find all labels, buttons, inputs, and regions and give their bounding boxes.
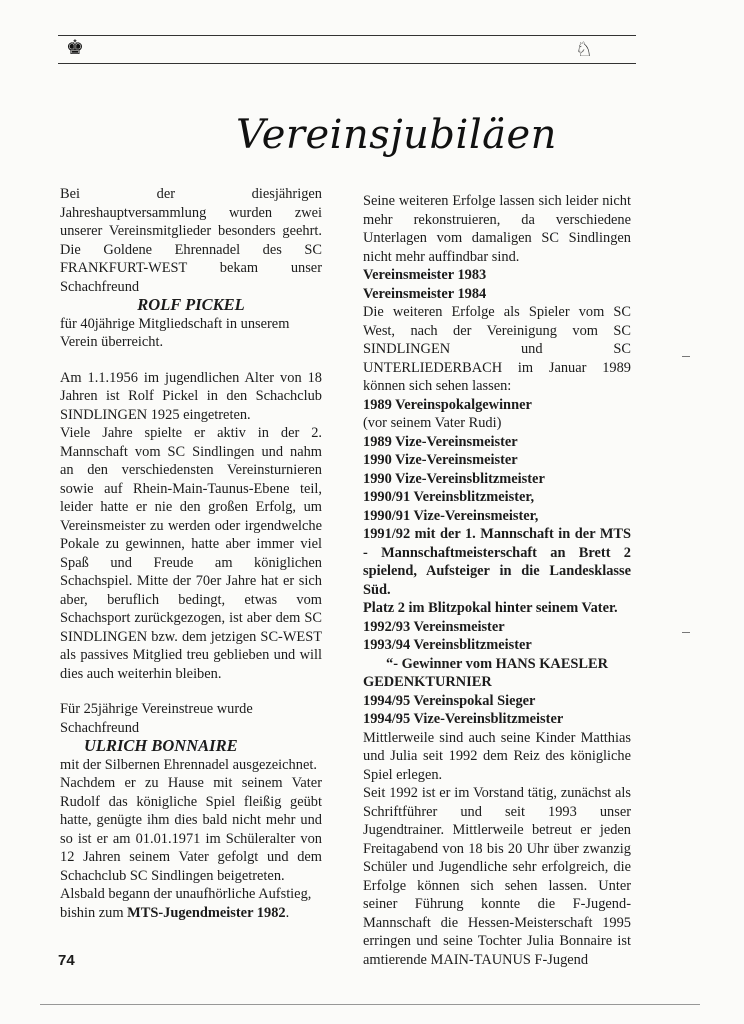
achievement-item: 1990 Vize-Vereinsblitzmeister: [363, 470, 545, 487]
achievement-note: (vor seinem Vater Rudi): [363, 415, 502, 431]
achievement-item: 1990/91 Vize-Vereinsmeister,: [363, 507, 539, 524]
chess-king-icon: ♚: [66, 37, 84, 59]
after-merge-paragraph: Die weiteren Erfolge als Spieler vom SC West, nach der Vereinigung vom SC SINDLINGEN und SC UNTERLIEDERBACH im Januar 1989 können sich sehen lassen:: [363, 304, 631, 394]
honoree-bonnaire-intro: Für 25jährige Vereinstreue wurde Schachfreund: [60, 701, 253, 736]
footer-rule: [40, 1004, 700, 1005]
achievement-item: 1993/94 Vereinsblitzmeister: [363, 637, 532, 653]
achievement-item: Platz 2 im Blitzpokal hinter seinem Vater.: [363, 600, 618, 616]
header-rule-top: [58, 35, 636, 36]
chess-knight-icon: ♘: [575, 39, 593, 61]
achievement-item: 1989 Vereinspokalgewinner: [363, 396, 532, 413]
right-intro: Seine weiteren Erfolge lassen sich leider nicht mehr rekonstruieren, da verschiedene Unterlagen vom damaligen SC Sindlingen nicht mehr auffindbar sind.: [363, 193, 631, 265]
achievement-1983: Vereinsmeister 1983: [363, 267, 487, 283]
page-title: Vereinsjubiläen: [236, 112, 557, 158]
rolf-paragraph-1: Am 1.1.1956 im jugendlichen Alter von 18 Jahren ist Rolf Pickel in den Schachclub SINDLINGEN 1925 eingetreten.: [60, 369, 322, 423]
achievement-item: 1989 Vize-Vereinsmeister: [363, 433, 518, 450]
honoree-rolf-text: für 40jährige Mitgliedschaft in unserem Verein überreicht.: [60, 315, 290, 350]
scan-mark: [682, 356, 690, 357]
honoree-name-rolf: ROLF PICKEL: [137, 295, 245, 314]
left-column: [60, 185, 322, 922]
rolf-paragraph-2: Viele Jahre spielte er aktiv in der 2. Mannschaft vom SC Sindlingen und nahm an den verschiedensten Vereinsturnieren sowie auf Rhein-Main-Taunus-Ebene teil, leider hatte er nie den großen Erfolg, um Vereinsmeister zu werden oder irgendwelche Pokale zu gewinnen, hatte aber immer viel Spaß und Freude am königlichen Schachspiel. Mitte der 70er Jahre hat er sich aber, beruflich bedingt, etwas vom Schachsport zurückgezogen, ist aber dem SC SINDLINGEN bzw. dem jetzigen SC-WEST als passives Mitglied treu geblieben und will dies auch weiterhin bleiben.: [60, 425, 322, 682]
children-paragraph: Mittlerweile sind auch seine Kinder Matthias und Julia seit 1992 dem Reiz des königliche Spiel erlegen.: [363, 729, 631, 783]
right-column: [363, 192, 631, 969]
board-paragraph: Seit 1992 ist er im Vorstand tätig, zunächst als Schriftführer und seit 1993 unser Jugendtrainer. Mittlerweile betreut er jeden Freitagabend von 18 bis 20 Uhr über zwanzig Schüler und Jugendliche sehr erfolgreich, die Erfolge können sich sehen lassen. Unter seiner Führung konnte die F-Jugend-Mannschaft die Hessen-Meisterschaft 1995 erringen und seine Tochter Julia Bonnaire ist amtierende MAIN-TAUNUS F-Jugend: [363, 785, 631, 968]
achievement-item: GEDENKTURNIER: [363, 674, 492, 690]
bonnaire-paragraph-2-end: .: [285, 904, 290, 921]
achievement-item: 1994/95 Vize-Vereinsblitzmeister: [363, 711, 564, 727]
bonnaire-paragraph-1: Nachdem er zu Hause mit seinem Vater Rudolf das königliche Spiel fleißig geübt hatte, genügte ihm dies bald nicht mehr und so ist er am 01.01.1971 im Schüleralter von 12 Jahren seinem Vater gefolgt und dem Schachclub SC Sindlingen beigetreten.: [60, 775, 322, 884]
honoree-bonnaire-text: mit der Silbernen Ehrennadel ausgezeichnet.: [60, 756, 317, 773]
achievement-1984: Vereinsmeister 1984: [363, 285, 487, 302]
achievement-item: “- Gewinner vom HANS KAESLER: [386, 655, 609, 672]
achievement-item: 1991/92 mit der 1. Mannschaft in der MTS - Mannschaftmeisterschaft an Brett 2 spielend, Aufsteiger in die Landesklasse Süd.: [363, 526, 631, 598]
page-number: 74: [58, 952, 75, 969]
bonnaire-paragraph-2-text: Alsbald begann der unaufhörliche Aufstieg, bishin zum: [60, 886, 312, 921]
achievement-item: 1990/91 Vereinsblitzmeister,: [363, 489, 535, 505]
mts-youth-champion: MTS-Jugendmeister 1982: [127, 904, 286, 921]
bonnaire-paragraph-2: [60, 885, 322, 922]
achievement-item: 1990 Vize-Vereinsmeister: [363, 452, 518, 468]
header-rule-bottom: [58, 63, 636, 64]
achievement-item: 1994/95 Vereinspokal Sieger: [363, 692, 536, 709]
intro-paragraph: Bei der diesjährigen Jahreshauptversammlung wurden zwei unserer Vereinsmitglieder besonders geehrt. Die Goldene Ehrennadel des SC FRANKFURT-WEST bekam unser Schachfreund: [60, 186, 322, 295]
scan-mark: [682, 632, 690, 633]
achievement-item: 1992/93 Vereinsmeister: [363, 618, 505, 635]
honoree-name-bonnaire: ULRICH BONNAIRE: [84, 736, 238, 755]
